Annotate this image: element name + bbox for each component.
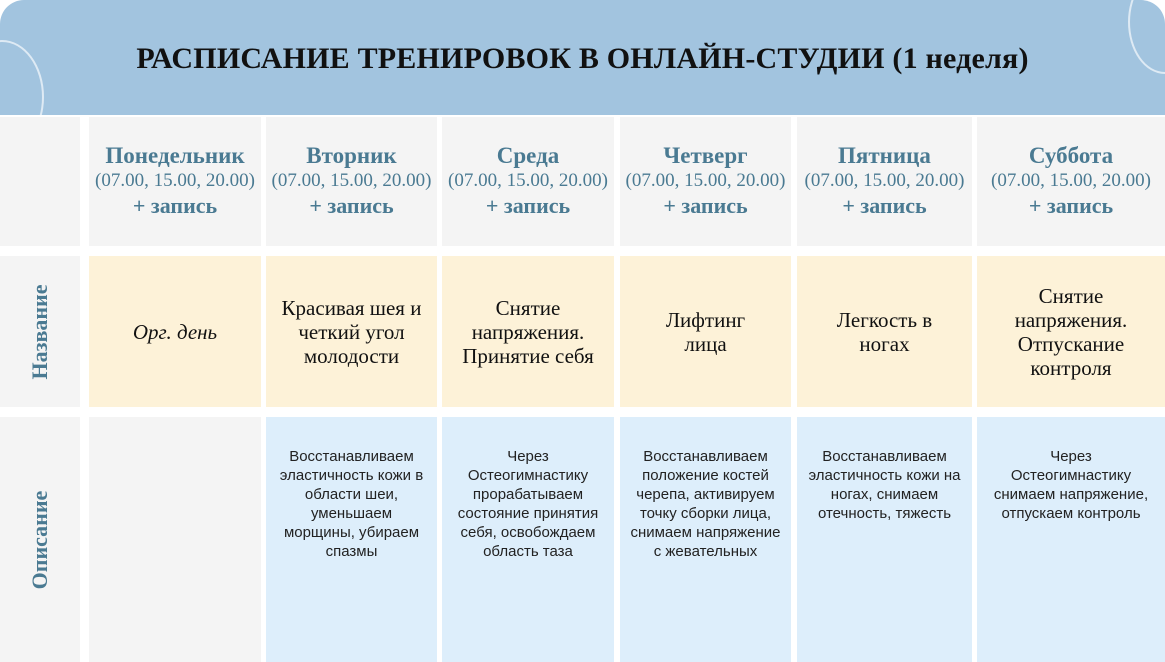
workout-description: Восстанавливаем положение костей черепа, активируем точку сборки лица, снимаем напряжение с жевательных [630, 448, 781, 560]
workout-name-tuesday [266, 256, 437, 407]
day-times: (07.00, 15.00, 20.00) [95, 170, 255, 191]
signup-link[interactable]: + запись [842, 193, 927, 218]
day-times: (07.00, 15.00, 20.00) [448, 170, 608, 191]
description-saturday [977, 417, 1165, 662]
workout-name-wednesday [442, 256, 614, 407]
day-times: (07.00, 15.00, 20.00) [804, 170, 965, 191]
workout-description: Через Остеогимнастику снимаем напряжение, отпускаем контроль [993, 448, 1149, 522]
description-tuesday [266, 417, 437, 662]
row-label-cell-name [0, 256, 80, 407]
signup-link[interactable]: + запись [1028, 193, 1114, 218]
corner-cell [0, 117, 80, 246]
day-name: Четверг [663, 143, 748, 168]
day-header-tuesday [266, 117, 437, 246]
day-times: (07.00, 15.00, 20.00) [625, 170, 786, 191]
description-monday [89, 417, 261, 662]
day-name: Суббота [1028, 143, 1114, 168]
workout-name: Красивая шея и четкий угол молодости [281, 295, 422, 368]
row-label-name: Название [27, 284, 52, 379]
day-header-wednesday [442, 117, 614, 246]
description-thursday [620, 417, 791, 662]
day-header-monday [89, 117, 261, 246]
description-wednesday [442, 417, 614, 662]
workout-description: Через Остеогимнастику прорабатываем состояние принятия себя, освобождаем область таза [457, 448, 599, 560]
workout-name: Орг. день [132, 319, 218, 344]
signup-link[interactable]: + запись [663, 193, 748, 218]
workout-name: Снятие напряжения. Принятие себя [462, 295, 594, 368]
signup-link[interactable]: + запись [132, 193, 218, 218]
workout-name-monday [89, 256, 261, 407]
workout-name-friday [797, 256, 972, 407]
workout-name: Лифтинг лица [665, 307, 746, 356]
day-name: Вторник [306, 143, 397, 168]
header-banner [0, 0, 1165, 115]
day-header-friday [797, 117, 972, 246]
day-name: Пятница [838, 143, 931, 168]
description-friday [797, 417, 972, 662]
day-name: Среда [496, 143, 560, 168]
page-title: РАСПИСАНИЕ ТРЕНИРОВОК В ОНЛАЙН-СТУДИИ (1 неделя) [136, 42, 1029, 75]
workout-description: Восстанавливаем эластичность кожи на ногах, снимаем отечность, тяжесть [808, 448, 961, 522]
day-header-saturday [977, 117, 1165, 246]
row-label-cell-description [0, 417, 80, 662]
row-label-description: Описание [27, 490, 52, 589]
workout-name: Снятие напряжения. Отпускание контроля [1014, 283, 1128, 380]
workout-description: Восстанавливаем эластичность кожи в области шеи, уменьшаем морщины, убираем спазмы [279, 448, 424, 560]
day-times: (07.00, 15.00, 20.00) [271, 170, 432, 191]
signup-link[interactable]: + запись [309, 193, 394, 218]
day-header-thursday [620, 117, 791, 246]
day-name: Понедельник [105, 143, 245, 168]
workout-name-thursday [620, 256, 791, 407]
signup-link[interactable]: + запись [485, 193, 571, 218]
workout-name-saturday [977, 256, 1165, 407]
workout-name: Легкость в ногах [836, 308, 933, 356]
day-times: (07.00, 15.00, 20.00) [991, 170, 1151, 191]
